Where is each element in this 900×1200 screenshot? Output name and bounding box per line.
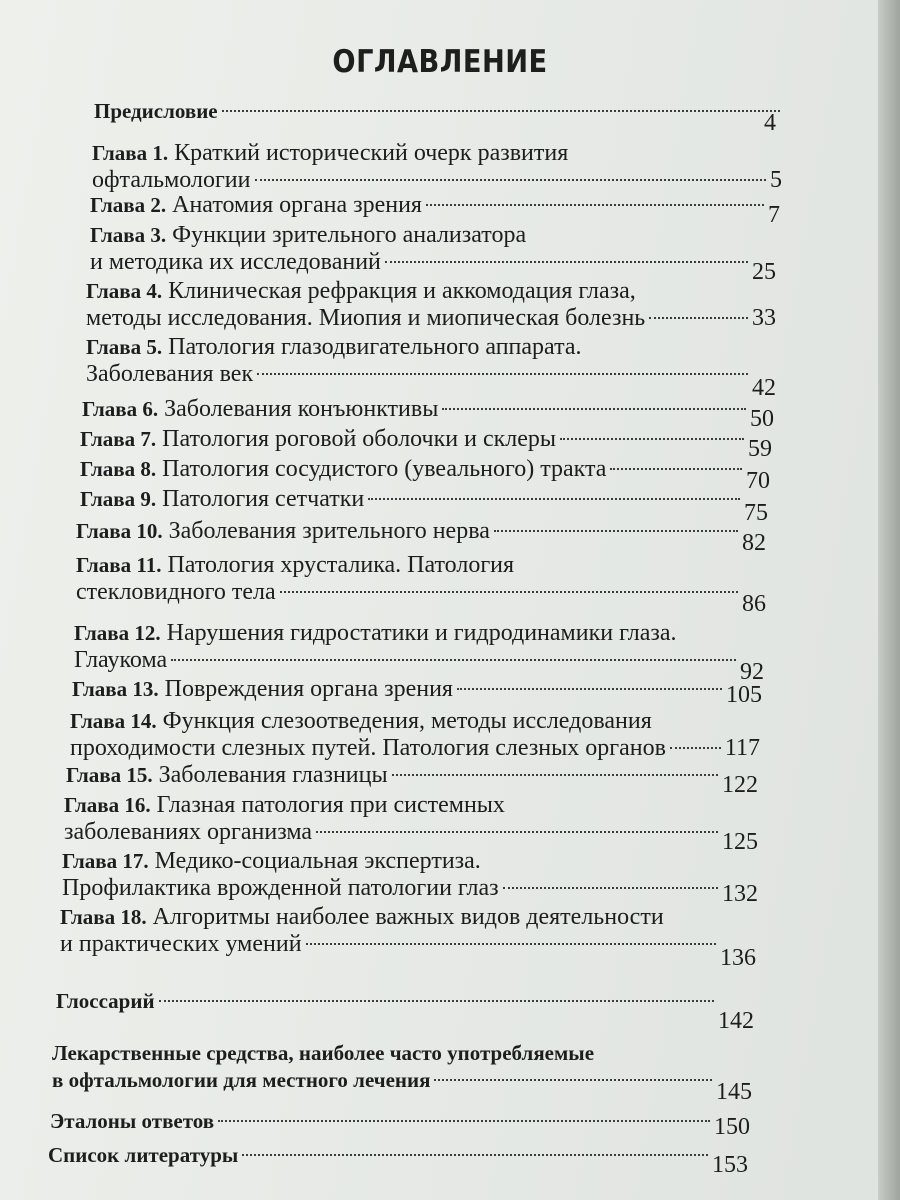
entry-label: Глоссарий xyxy=(56,989,155,1013)
leader-dots xyxy=(171,659,736,661)
leader-dots xyxy=(494,530,738,532)
leader-dots xyxy=(257,373,748,375)
entry-title-cont: Профилактика врожденной патологии глаз xyxy=(62,875,499,901)
entry-title: Глазная патология при системных xyxy=(156,792,505,818)
entry-label: Глава 17. xyxy=(62,849,149,873)
entry-title: Анатомия органа зрения xyxy=(172,192,422,218)
entry-title-cont: и практических умений xyxy=(60,931,302,957)
entry-page: 50 xyxy=(750,406,774,432)
leader-dots xyxy=(442,408,746,410)
leader-dots xyxy=(503,887,718,889)
leader-dots xyxy=(242,1154,708,1156)
entry-page: 145 xyxy=(716,1079,752,1105)
toc-entry-chapter-12 xyxy=(74,620,764,685)
toc-entry-medications xyxy=(52,1040,752,1105)
toc-entry-chapter-2 xyxy=(90,192,780,228)
entry-page: 142 xyxy=(718,1008,754,1034)
entry-page: 70 xyxy=(746,468,770,494)
entry-title-cont: Заболевания век xyxy=(86,361,254,387)
entry-label: Эталоны ответов xyxy=(50,1109,215,1133)
entry-page: 86 xyxy=(742,591,766,617)
toc-entry-chapter-4 xyxy=(86,278,776,332)
toc-entry-chapter-9 xyxy=(80,486,768,526)
entry-label: Глава 11. xyxy=(76,553,162,577)
toc-entry-chapter-3 xyxy=(90,222,776,285)
entry-label: Глава 6. xyxy=(82,397,159,421)
entry-page: 150 xyxy=(714,1114,750,1140)
entry-label: Лекарственные средства, наиболее часто употребляемые xyxy=(52,1041,595,1065)
leader-dots xyxy=(222,110,780,112)
leader-dots xyxy=(385,261,748,263)
entry-label: Глава 18. xyxy=(60,905,147,929)
leader-dots xyxy=(457,688,722,690)
entry-title: Алгоритмы наиболее важных видов деятельности xyxy=(152,904,664,930)
leader-dots xyxy=(560,438,744,440)
entry-title-cont: проходимости слезных путей. Патология слезных органов xyxy=(70,735,666,761)
entry-label: Глава 8. xyxy=(80,457,157,481)
entry-title: Патология роговой оболочки и склеры xyxy=(162,426,557,452)
leader-dots xyxy=(306,943,716,945)
leader-dots xyxy=(368,498,740,500)
entry-label: Глава 5. xyxy=(86,335,163,359)
entry-title-cont: заболеваниях организма xyxy=(64,819,313,845)
entry-title: Повреждения органа зрения xyxy=(164,676,453,702)
entry-page: 5 xyxy=(770,167,782,193)
entry-title: Краткий исторический очерк развития xyxy=(174,140,569,166)
entry-title: Заболевания глазницы xyxy=(158,762,388,788)
entry-label: Глава 14. xyxy=(70,709,157,733)
entry-title: Медико-социальная экспертиза. xyxy=(154,848,481,874)
leader-dots xyxy=(255,179,767,181)
toc-entry-chapter-11 xyxy=(76,552,766,617)
toc-entry-chapter-13 xyxy=(72,676,762,708)
entry-label: Предисловие xyxy=(94,99,218,123)
leader-dots xyxy=(159,1000,714,1002)
entry-page: 7 xyxy=(768,202,780,228)
entry-label: Список литературы xyxy=(48,1143,239,1167)
entry-page: 82 xyxy=(742,530,766,556)
entry-label: Глава 4. xyxy=(86,279,163,303)
toc-entry-preface xyxy=(94,98,784,136)
entry-page: 33 xyxy=(752,305,776,331)
toc-entry-chapter-17 xyxy=(62,848,758,907)
leader-dots xyxy=(280,591,738,593)
entry-label: Глава 2. xyxy=(90,193,167,217)
toc-entry-chapter-7 xyxy=(80,426,772,462)
leader-dots xyxy=(649,317,748,319)
leader-dots xyxy=(426,204,764,206)
entry-title: Заболевания конъюнктивы xyxy=(164,396,439,422)
leader-dots xyxy=(316,831,718,833)
toc-entry-chapter-8 xyxy=(80,456,770,494)
entry-title: Заболевания зрительного нерва xyxy=(168,518,490,544)
toc-entry-chapter-5 xyxy=(86,334,776,401)
entry-title-cont: и методика их исследований xyxy=(90,249,381,275)
leader-dots xyxy=(610,468,742,470)
entry-page: 105 xyxy=(726,682,762,708)
toc-entry-chapter-15 xyxy=(66,762,758,798)
page-title: ОГЛАВЛЕНИЕ xyxy=(332,44,548,80)
entry-title: Патология сетчатки xyxy=(162,486,365,512)
toc-entry-glossary xyxy=(56,988,754,1034)
entry-label: Глава 3. xyxy=(90,223,167,247)
entry-label: Глава 15. xyxy=(66,763,153,787)
leader-dots xyxy=(218,1120,710,1122)
entry-title-cont: стекловидного тела xyxy=(76,579,276,605)
entry-page: 125 xyxy=(722,829,758,855)
toc-entry-chapter-18 xyxy=(60,904,756,971)
entry-title: Функции зрительного анализатора xyxy=(172,222,527,248)
entry-page: 132 xyxy=(722,881,758,907)
entry-page: 92 xyxy=(740,659,764,685)
entry-title-cont: методы исследования. Миопия и миопическая болезнь xyxy=(86,305,646,331)
entry-title: Нарушения гидростатики и гидродинамики глаза. xyxy=(166,620,677,646)
toc-entry-chapter-16 xyxy=(64,792,758,855)
entry-page: 117 xyxy=(724,735,760,761)
toc-entry-chapter-1 xyxy=(92,140,782,194)
leader-dots xyxy=(392,774,718,776)
toc-entry-references xyxy=(48,1142,748,1178)
entry-page: 136 xyxy=(720,945,756,971)
entry-title: Патология хрусталика. Патология xyxy=(167,552,515,578)
entry-page: 75 xyxy=(744,500,768,526)
toc-entry-chapter-10 xyxy=(76,518,766,556)
entry-label: Глава 9. xyxy=(80,487,157,511)
entry-page: 4 xyxy=(764,110,776,136)
entry-title: Патология сосудистого (увеального) тракта xyxy=(162,456,607,482)
entry-label: Глава 1. xyxy=(92,141,169,165)
toc-entry-chapter-6 xyxy=(82,396,774,432)
entry-page: 25 xyxy=(752,259,776,285)
entry-label: Глава 7. xyxy=(80,427,157,451)
entry-title-cont: офтальмологии xyxy=(92,167,251,193)
entry-page: 122 xyxy=(722,772,758,798)
entry-label: Глава 10. xyxy=(76,519,163,543)
entry-title-cont: Глаукома xyxy=(74,647,168,673)
entry-page: 42 xyxy=(752,375,776,401)
entry-label: Глава 13. xyxy=(72,677,159,701)
entry-title: Патология глазодвигательного аппарата. xyxy=(168,334,582,360)
entry-title: Клиническая рефракция и аккомодация глаза, xyxy=(168,278,636,304)
toc-entry-answers xyxy=(50,1108,750,1140)
entry-label: Глава 16. xyxy=(64,793,151,817)
toc-entry-chapter-14 xyxy=(70,708,760,762)
entry-label-cont: в офтальмологии для местного лечения xyxy=(52,1068,431,1092)
entry-page: 59 xyxy=(748,436,772,462)
leader-dots xyxy=(670,747,721,749)
entry-page: 153 xyxy=(712,1152,748,1178)
entry-label: Глава 12. xyxy=(74,621,161,645)
entry-title: Функция слезоотведения, методы исследования xyxy=(162,708,652,734)
leader-dots xyxy=(434,1079,712,1081)
